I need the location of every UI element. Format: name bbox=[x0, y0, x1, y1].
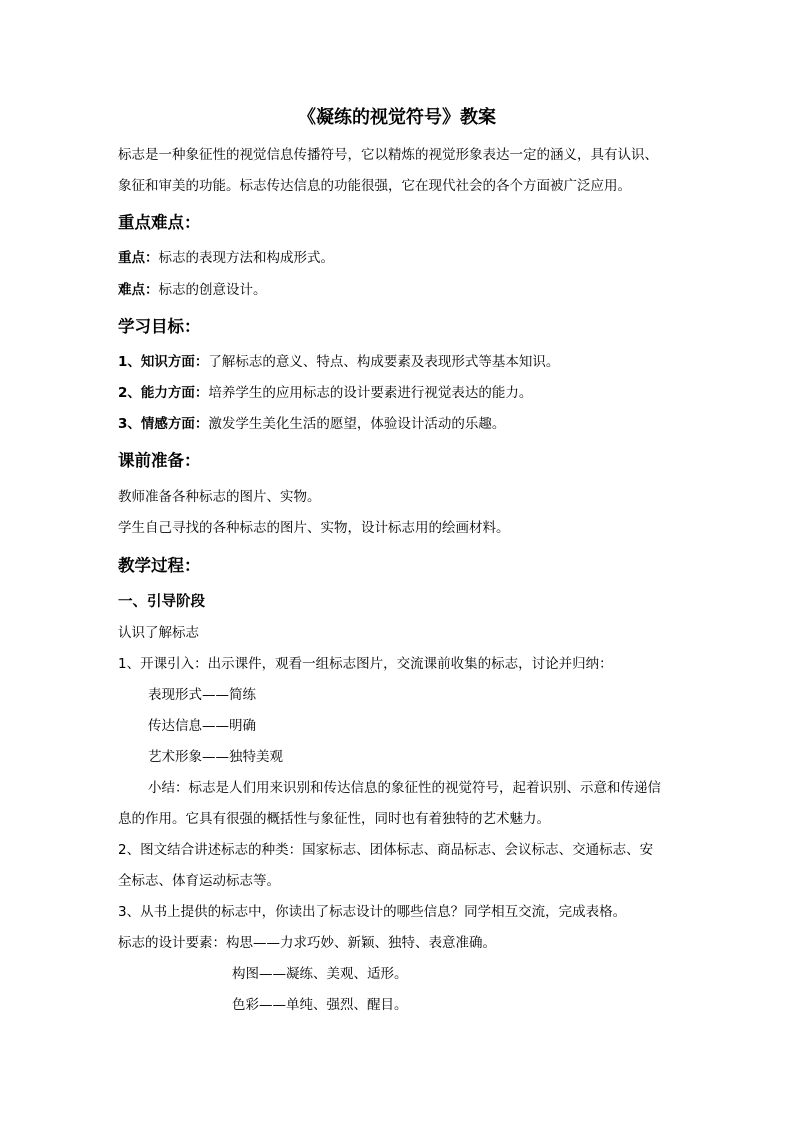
process-line-2: 1、开课引入：出示课件，观看一组标志图片，交流课前收集的标志，讨论并归纳： bbox=[118, 656, 613, 672]
difficulty-text: 标志的创意设计。 bbox=[158, 282, 267, 298]
goal-3-text: 激发学生美化生活的愿望，体验设计活动的乐趣。 bbox=[208, 416, 506, 432]
key-point-line bbox=[118, 248, 334, 268]
goal-3-label: 3、情感方面： bbox=[118, 416, 209, 432]
process-line-5: 艺术形象——独特美观 bbox=[148, 749, 283, 765]
process-line-4: 传达信息——明确 bbox=[148, 718, 256, 734]
process-line-8: 2、图文结合讲述标志的种类：国家标志、团体标志、商品标志、会议标志、交通标志、安 bbox=[118, 842, 654, 858]
prep-line-1: 教师准备各种标志的图片、实物。 bbox=[118, 489, 321, 505]
goal-1-label: 1、知识方面： bbox=[118, 354, 209, 370]
goal-3 bbox=[118, 414, 505, 434]
summary-line-1: 小结：标志是人们用来识别和传达信息的象征性的视觉符号，起着识别、示意和传递信 bbox=[148, 780, 661, 796]
process-heading: 教学过程： bbox=[118, 556, 201, 575]
prep-line-2: 学生自己寻找的各种标志的图片、实物，设计标志用的绘画材料。 bbox=[118, 520, 510, 536]
page-title: 《凝练的视觉符号》教案 bbox=[298, 107, 496, 128]
goal-2 bbox=[118, 383, 532, 403]
goals-heading: 学习目标： bbox=[118, 317, 201, 336]
goal-1-text: 了解标志的意义、特点、构成要素及表现形式等基本知识。 bbox=[208, 354, 560, 370]
process-line-1: 认识了解标志 bbox=[118, 625, 199, 641]
intro-line-2: 象征和审美的功能。标志传达信息的功能很强，它在现代社会的各个方面被广泛应用。 bbox=[118, 178, 631, 194]
difficulty-line bbox=[118, 280, 267, 300]
key-points-heading: 重点难点： bbox=[118, 213, 201, 232]
process-line-9: 全标志、体育运动标志等。 bbox=[118, 873, 280, 889]
goal-2-label: 2、能力方面： bbox=[118, 385, 209, 401]
goal-1 bbox=[118, 352, 559, 372]
process-line-10: 3、从书上提供的标志中，你读出了标志设计的哪些信息？同学相互交流，完成表格。 bbox=[118, 904, 627, 920]
process-line-3: 表现形式——简练 bbox=[148, 687, 256, 703]
preparation-heading: 课前准备： bbox=[118, 451, 201, 470]
summary-line-2: 息的作用。它具有很强的概括性与象征性，同时也有着独特的艺术魅力。 bbox=[118, 811, 550, 827]
stage-1-heading: 一、引导阶段 bbox=[118, 594, 205, 610]
design-elements-line-2: 构图——凝练、美观、适形。 bbox=[232, 966, 408, 982]
intro-line-1: 标志是一种象征性的视觉信息传播符号，它以精炼的视觉形象表达一定的涵义，具有认识、 bbox=[118, 147, 658, 163]
key-point-label: 重点： bbox=[118, 250, 159, 266]
design-elements-line-1: 标志的设计要素：构思——力求巧妙、新颖、独特、表意准确。 bbox=[118, 935, 496, 951]
design-elements-line-3: 色彩——单纯、强烈、醒目。 bbox=[232, 997, 408, 1013]
key-point-text: 标志的表现方法和构成形式。 bbox=[158, 250, 334, 266]
difficulty-label: 难点： bbox=[118, 282, 159, 298]
goal-2-text: 培养学生的应用标志的设计要素进行视觉表达的能力。 bbox=[208, 385, 533, 401]
